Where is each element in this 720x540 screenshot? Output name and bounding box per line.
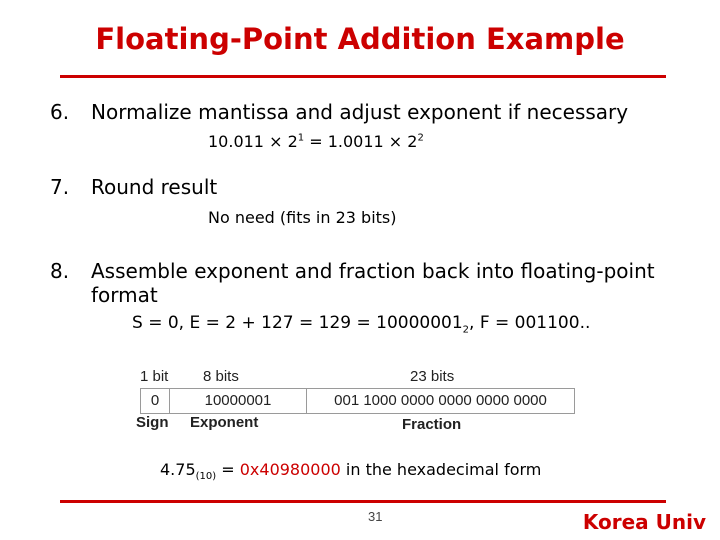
- sign-caption: Sign: [136, 414, 169, 431]
- step-8-text-line2: format: [91, 283, 158, 307]
- exponent-caption: Exponent: [190, 414, 259, 431]
- step-8-number: 8.: [50, 259, 70, 283]
- step-6-number: 6.: [50, 100, 70, 124]
- exponent-field: 10000001: [169, 388, 307, 414]
- page-number: 31: [368, 509, 383, 524]
- sign-field: 0: [140, 388, 170, 414]
- title-underline: [60, 75, 666, 78]
- exponent-bits-label: 8 bits: [203, 368, 239, 385]
- hex-value: 0x40980000: [239, 460, 341, 479]
- fraction-bits-label: 23 bits: [410, 368, 455, 385]
- step-8-detail: S = 0, $E = 2 + 127 = 129 = 10000001_2$, F = 001100..: [132, 313, 591, 336]
- step-7-text: Round result: [91, 175, 218, 199]
- fraction-caption: Fraction: [402, 416, 462, 433]
- fraction-field: 001 1000 0000 0000 0000 0000: [306, 388, 575, 414]
- result-line: $4.75_{(10)} = 0x40980000$ in the hexadecimal form: [160, 460, 542, 483]
- step-8-text-line1: Assemble exponent and fraction back into floating-point: [91, 259, 655, 283]
- brand-label: Korea Univ: [582, 510, 706, 534]
- step-6-detail: $10.011 \times 2^1 = 1.0011 \times 2^2$: [208, 132, 424, 151]
- step-7-number: 7.: [50, 175, 70, 199]
- step-7-detail: No need (fits in 23 bits): [208, 208, 397, 227]
- slide-title: Floating-Point Addition Example: [95, 22, 625, 56]
- step-6-text: Normalize mantissa and adjust exponent if necessary: [91, 100, 629, 124]
- footer-rule: [60, 500, 666, 503]
- sign-bits-label: 1 bit: [140, 368, 169, 385]
